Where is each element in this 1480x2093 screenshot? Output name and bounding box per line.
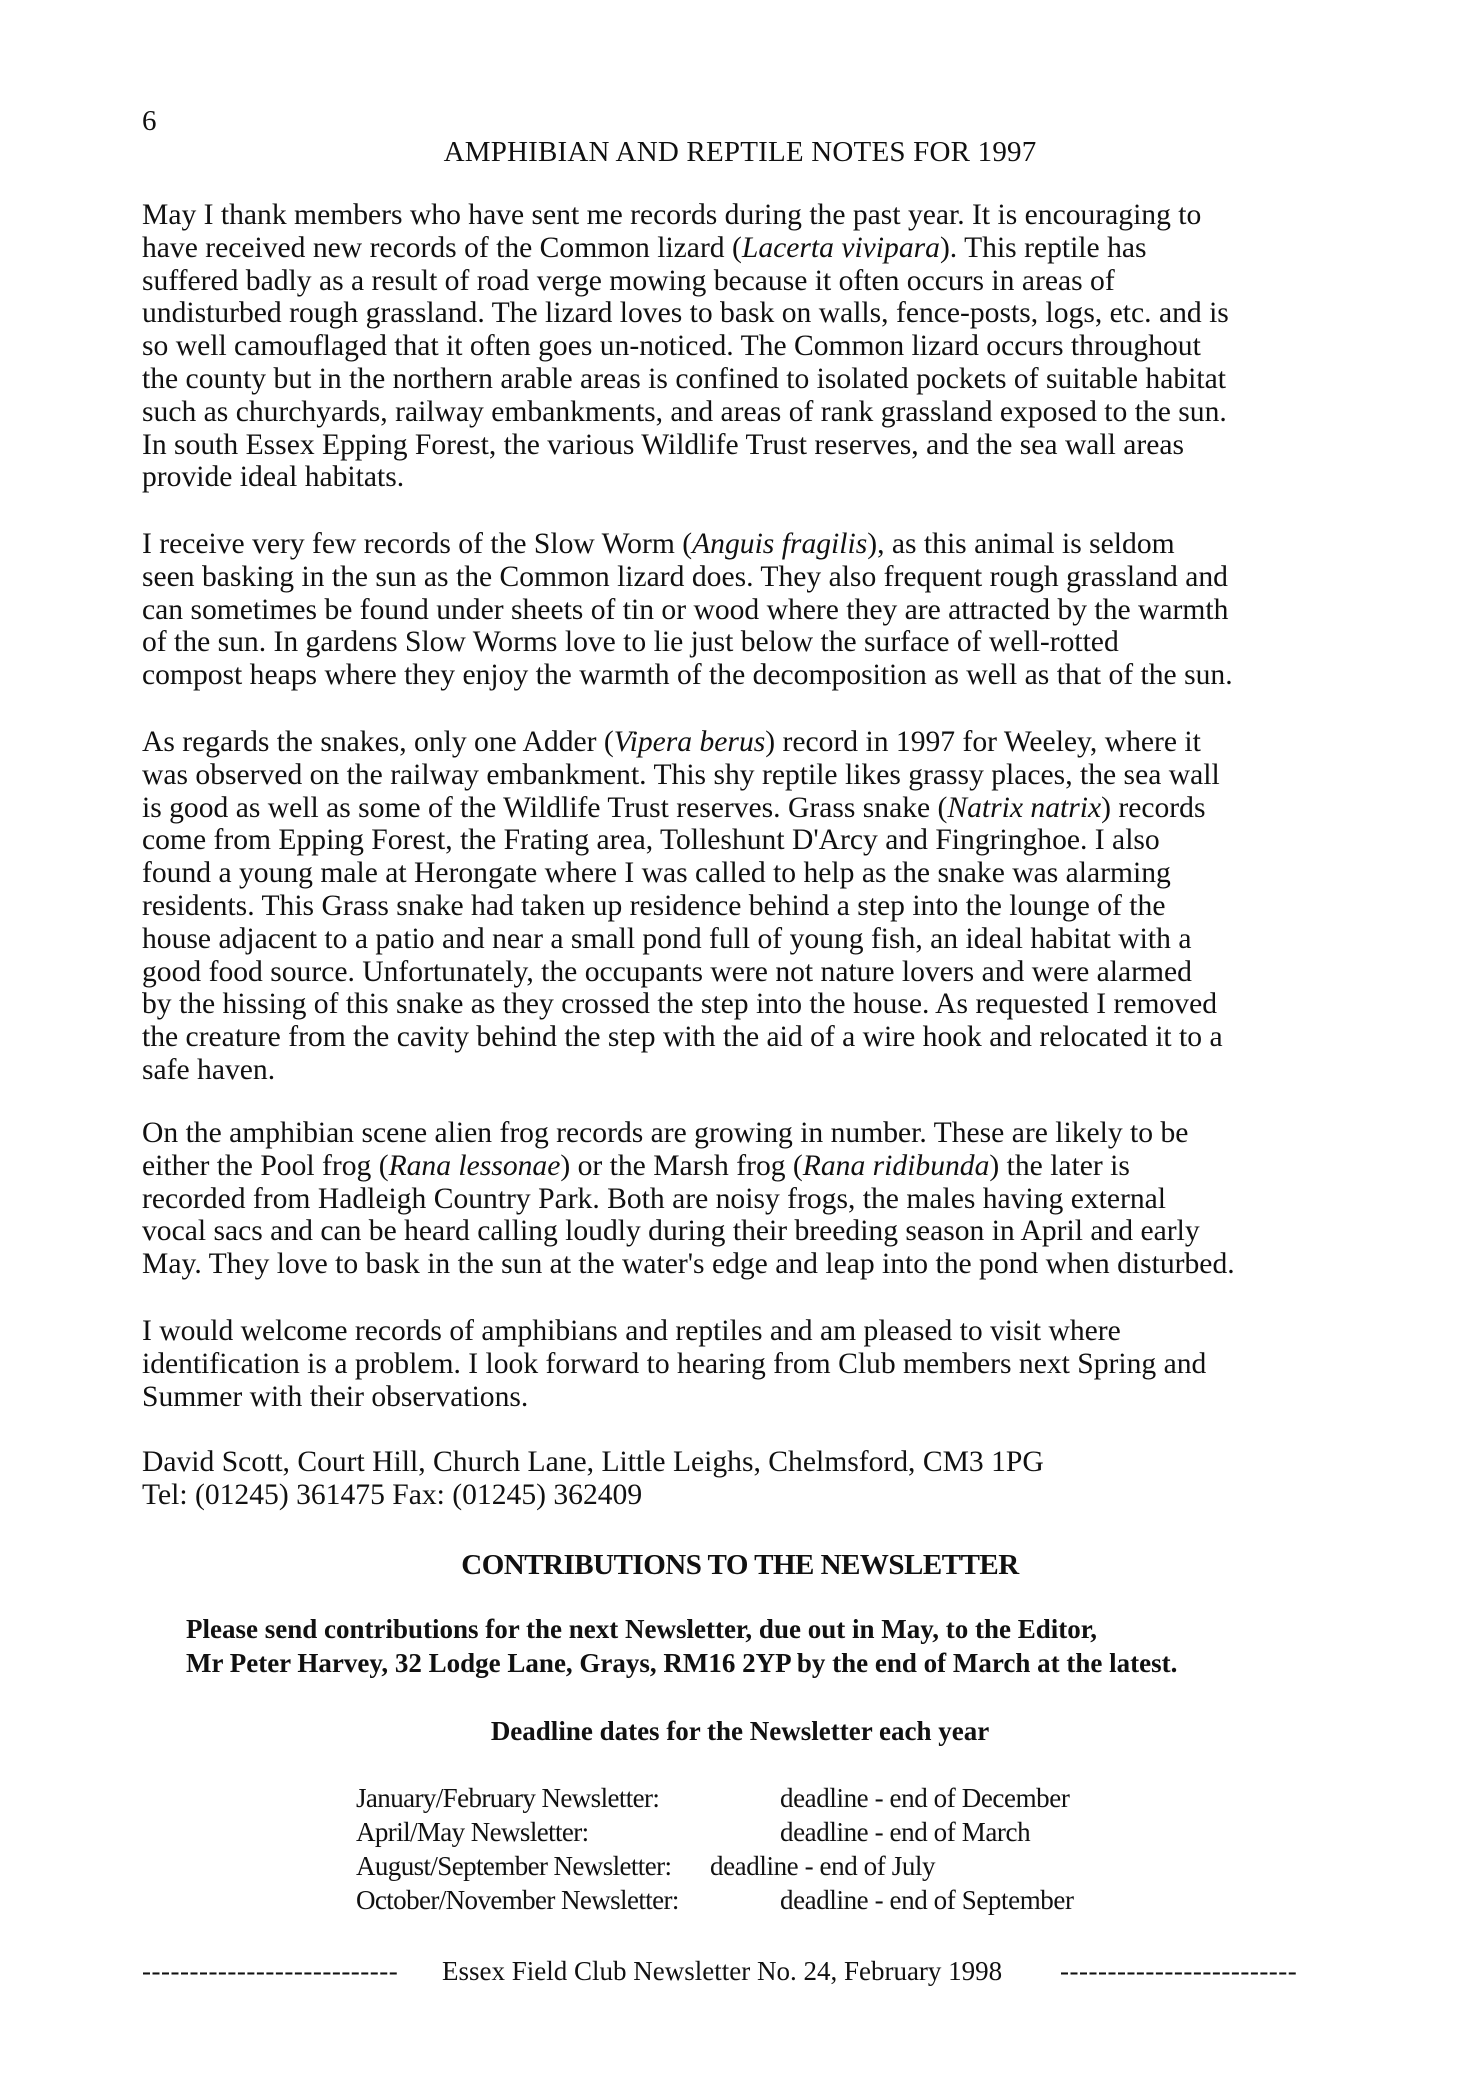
deadline-value: deadline - end of December	[780, 1783, 1070, 1813]
text-line: In south Essex Epping Forest, the various Wildlife Trust reserves, and the sea wall areas	[142, 428, 1185, 461]
text-line: On the amphibian scene alien frog records are growing in number. These are likely to be	[142, 1117, 1189, 1149]
text-line: suffered badly as a result of road verge mowing because it often occurs in areas of	[142, 264, 1115, 297]
text-line: David Scott, Court Hill, Church Lane, Little Leighs, Chelmsford, CM3 1PG	[142, 1446, 1044, 1478]
text-line: As regards the snakes, only one Adder (Vipera berus) record in 1997 for Weeley, where it	[142, 726, 1201, 758]
deadline-label: October/November Newsletter:	[356, 1885, 679, 1915]
author-contact	[142, 1446, 1342, 1512]
text-line: vocal sacs and can be heard calling loudly during their breeding season in April and early	[142, 1215, 1200, 1248]
text-line: is good as well as some of the Wildlife Trust reserves. Grass snake (Natrix natrix) records	[142, 791, 1206, 824]
paragraph-frogs	[142, 1117, 1342, 1281]
text-line: have received new records of the Common lizard (Lacerta vivipara). This reptile has	[142, 231, 1147, 264]
deadline-label: January/February Newsletter:	[356, 1783, 660, 1813]
page-title: AMPHIBIAN AND REPTILE NOTES FOR 1997	[443, 136, 1037, 168]
text-line: of the sun. In gardens Slow Worms love to lie just below the surface of well-rotted	[142, 626, 1119, 659]
text-line: the county but in the northern arable areas is confined to isolated pockets of suitable habitat	[142, 362, 1226, 395]
species-name: Rana ridibunda	[802, 1149, 990, 1182]
footer-citation: Essex Field Club Newsletter No. 24, February 1998	[442, 1956, 1003, 1986]
text-line: by the hissing of this snake as they crossed the step into the house. As requested I removed	[142, 988, 1218, 1021]
text-line: come from Epping Forest, the Frating area, Tolleshunt D'Arcy and Fingringhoe. I also	[142, 824, 1160, 857]
text-line: compost heaps where they enjoy the warmth of the decomposition as well as that of the sun.	[142, 659, 1233, 692]
contributions-line: Please send contributions for the next Newsletter, due out in May, to the Editor,	[186, 1614, 1097, 1644]
text-line: I receive very few records of the Slow Worm (Anguis fragilis), as this animal is seldom	[142, 528, 1175, 560]
text-line: so well camouflaged that it often goes un-noticed. The Common lizard occurs throughout	[142, 330, 1201, 363]
deadline-label: April/May Newsletter:	[356, 1817, 589, 1847]
page-number: 6	[142, 105, 157, 137]
footer-rule-right: -------------------------	[1060, 1956, 1298, 1986]
text-line: was observed on the railway embankment. This shy reptile likes grassy places, the sea wall	[142, 758, 1220, 791]
text-line: identification is a problem. I look forward to hearing from Club members next Spring and	[142, 1347, 1207, 1380]
text-line: provide ideal habitats.	[142, 461, 405, 494]
species-name: Anguis fragilis	[692, 528, 868, 560]
deadline-value: deadline - end of March	[780, 1817, 1031, 1847]
paragraph-snakes	[142, 726, 1342, 1087]
text-line: the creature from the cavity behind the step with the aid of a wire hook and relocated it to a	[142, 1021, 1223, 1054]
species-name: Lacerta vivipara	[741, 231, 940, 264]
deadline-value: deadline - end of July	[710, 1851, 936, 1881]
text-line: good food source. Unfortunately, the occupants were not nature lovers and were alarmed	[142, 955, 1192, 988]
contributions-notice	[186, 1612, 1177, 1680]
text-line: such as churchyards, railway embankments, and areas of rank grassland exposed to the sun.	[142, 395, 1227, 428]
footer-rule-left: ---------------------------	[142, 1956, 399, 1986]
species-name: Vipera berus	[613, 726, 766, 758]
text-line: Summer with their observations.	[142, 1380, 529, 1413]
text-line: Tel: (01245) 361475 Fax: (01245) 362409	[142, 1478, 643, 1511]
species-name: Rana lessonae	[388, 1149, 561, 1182]
contributions-heading: CONTRIBUTIONS TO THE NEWSLETTER	[461, 1549, 1019, 1581]
text-line: undisturbed rough grassland. The lizard loves to bask on walls, fence-posts, logs, etc. and is	[142, 297, 1229, 330]
text-line: found a young male at Herongate where I was called to help as the snake was alarming	[142, 857, 1171, 890]
deadline-value: deadline - end of September	[780, 1885, 1074, 1915]
text-line: recorded from Hadleigh Country Park. Both are noisy frogs, the males having external	[142, 1182, 1166, 1215]
text-line: May. They love to bask in the sun at the water's edge and leap into the pond when disturbed.	[142, 1248, 1235, 1281]
paragraph-slow-worm	[142, 528, 1342, 692]
text-line: residents. This Grass snake had taken up residence behind a step into the lounge of the	[142, 889, 1166, 922]
text-line: either the Pool frog (Rana lessonae) or the Marsh frog (Rana ridibunda) the later is	[142, 1149, 1130, 1182]
text-line: May I thank members who have sent me records during the past year. It is encouraging to	[142, 199, 1202, 231]
paragraph-request-records	[142, 1315, 1342, 1413]
text-line: house adjacent to a patio and near a small pond full of young fish, an ideal habitat with a	[142, 922, 1192, 955]
text-line: I would welcome records of amphibians and reptiles and am pleased to visit where	[142, 1315, 1121, 1347]
text-line: can sometimes be found under sheets of tin or wood where they are attracted by the warmth	[142, 593, 1229, 626]
contributions-line: Mr Peter Harvey, 32 Lodge Lane, Grays, RM16 2YP by the end of March at the latest.	[186, 1648, 1178, 1678]
deadline-heading: Deadline dates for the Newsletter each year	[490, 1716, 990, 1746]
text-line: seen basking in the sun as the Common lizard does. They also frequent rough grassland and	[142, 560, 1228, 593]
species-name: Natrix natrix	[947, 791, 1102, 824]
text-line: safe haven.	[142, 1053, 276, 1086]
paragraph-common-lizard	[142, 199, 1342, 494]
deadline-label: August/September Newsletter:	[356, 1851, 672, 1881]
